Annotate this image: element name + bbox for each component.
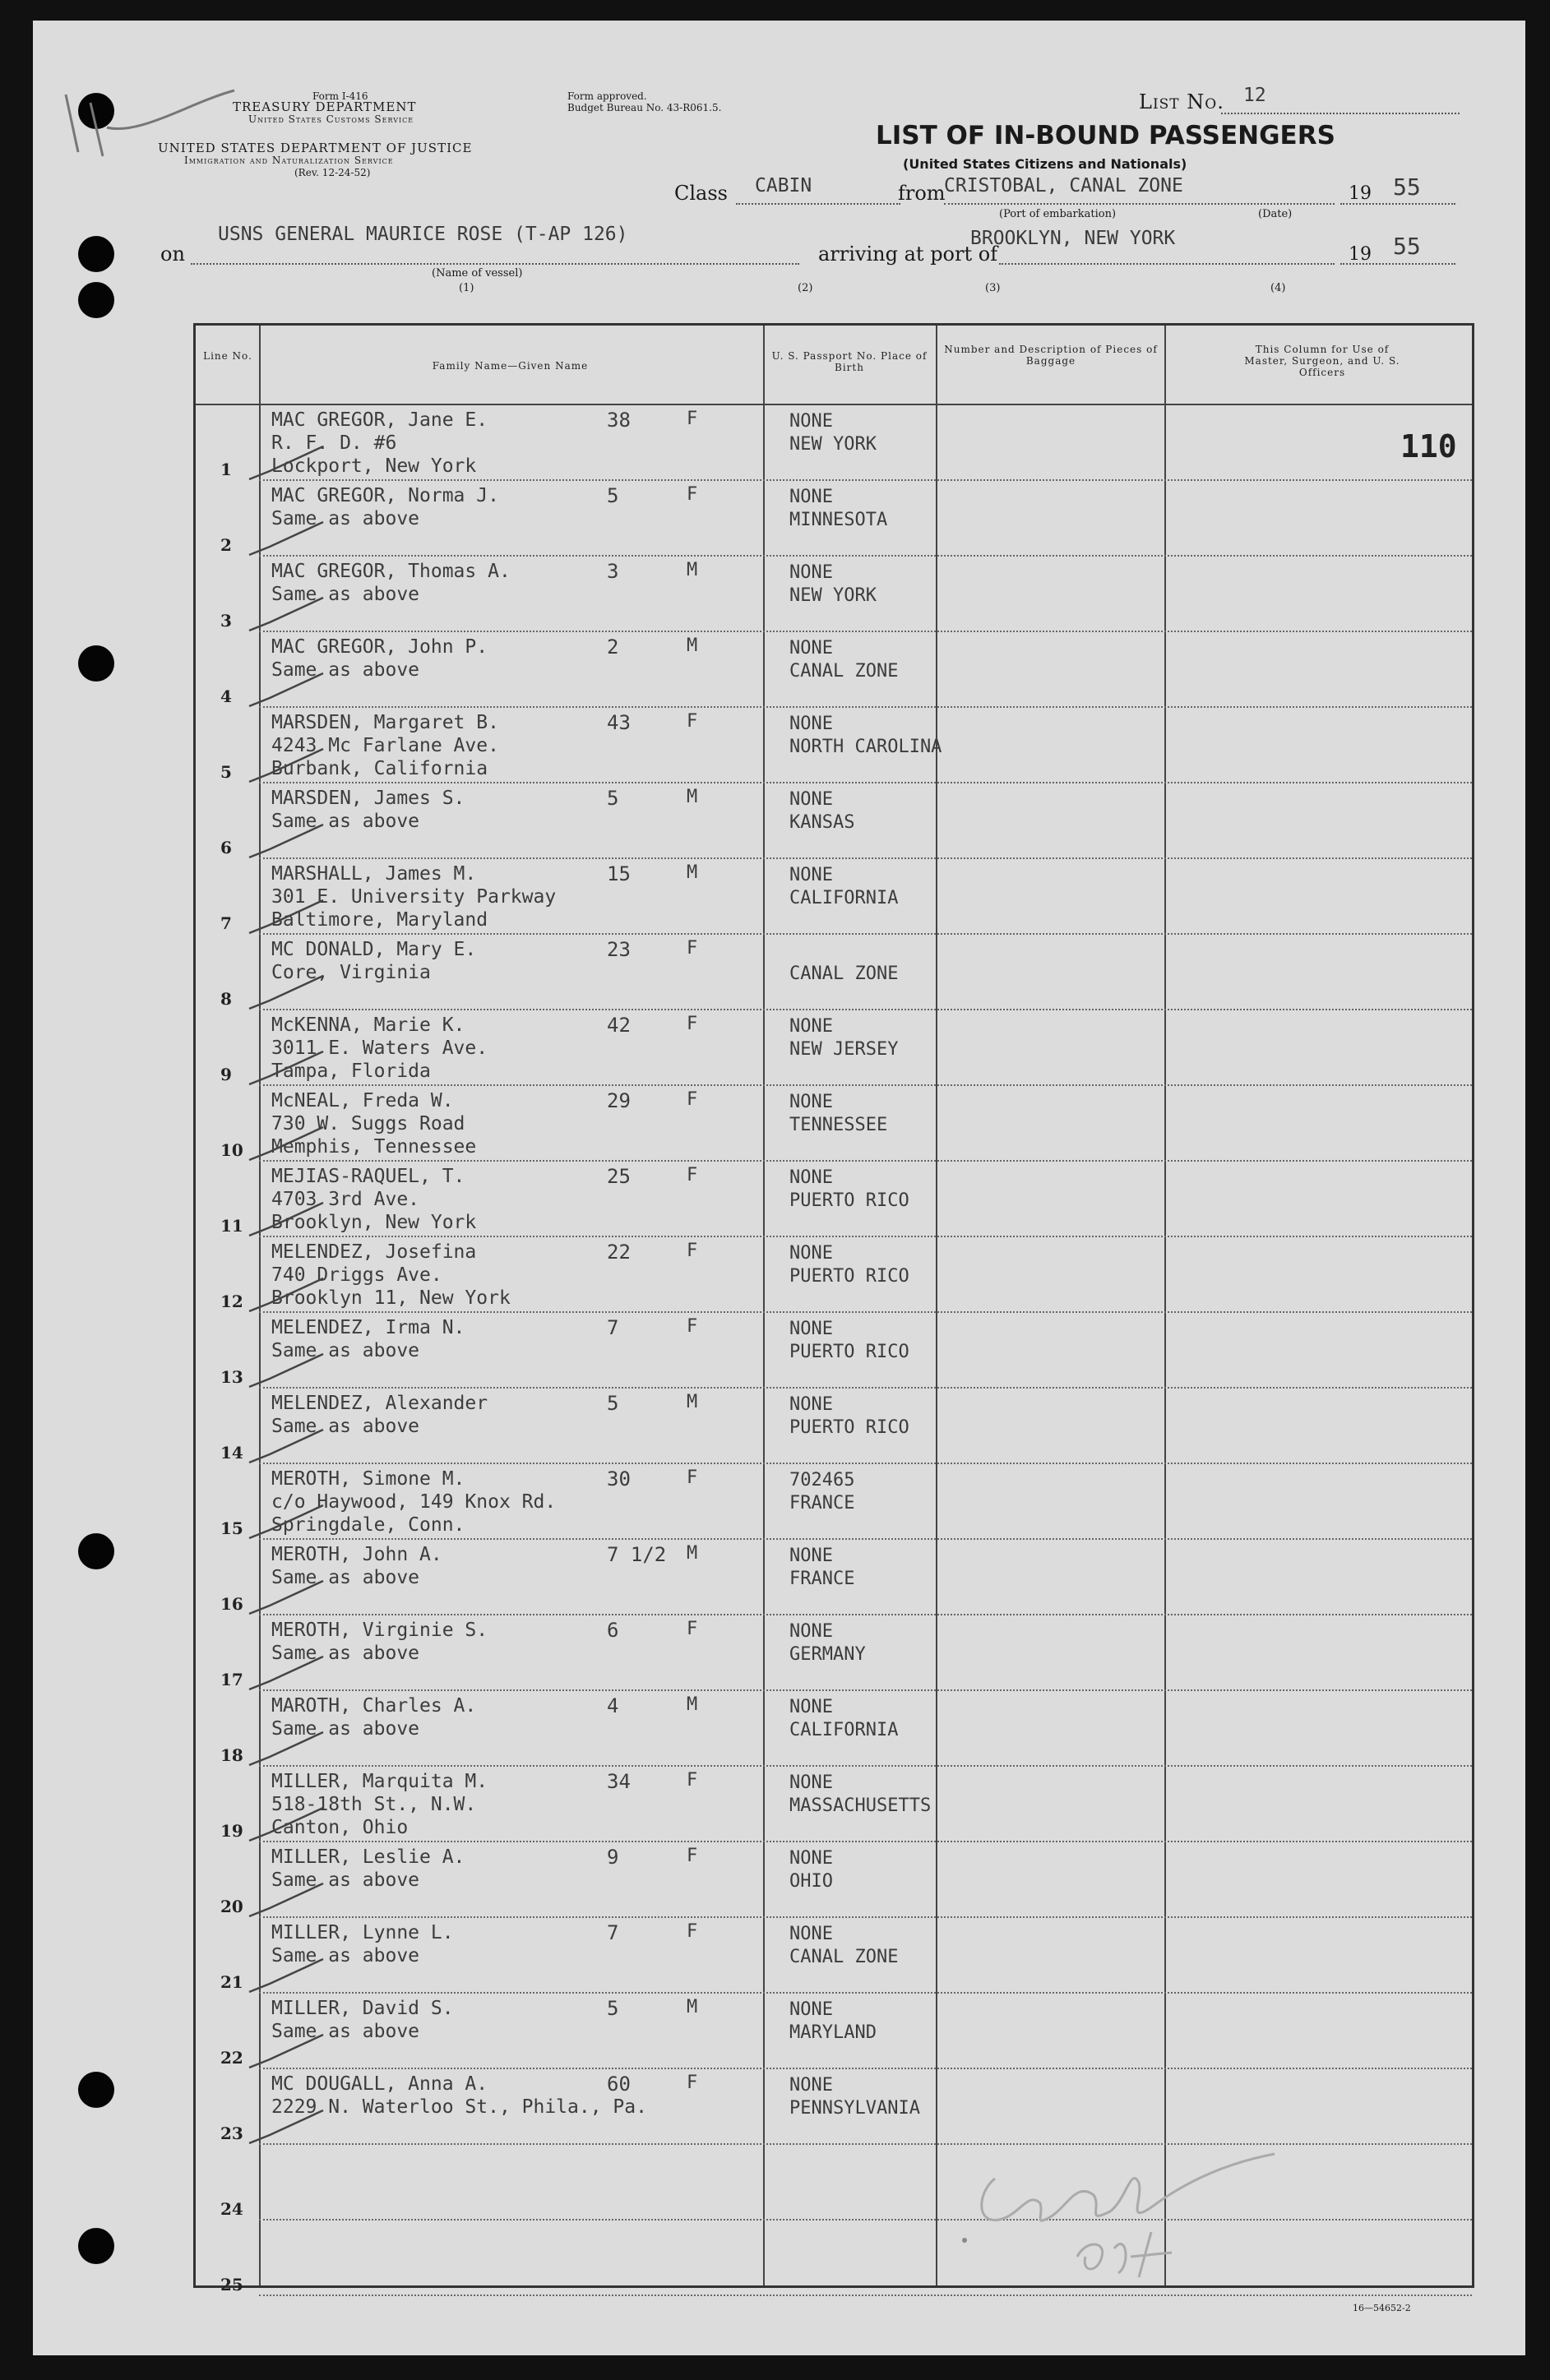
arrival-port: BROOKLYN, NEW YORK	[970, 228, 1176, 249]
line-number: 15	[220, 1518, 243, 1538]
passenger-sex: M	[687, 1543, 698, 1564]
line-number: 17	[220, 1670, 243, 1689]
table-row	[196, 783, 1472, 859]
binder-hole	[78, 1533, 114, 1569]
line-number: 19	[220, 1821, 243, 1841]
list-no-line	[1221, 113, 1460, 114]
table-row	[196, 1313, 1472, 1389]
line-number: 13	[220, 1367, 243, 1387]
passenger-name: MEROTH, Virginie S. Same as above	[271, 1620, 488, 1664]
line-number: 14	[220, 1443, 243, 1463]
document-subtitle: (United States Citizens and Nationals)	[903, 156, 1187, 172]
line-number: 10	[220, 1140, 243, 1160]
line-number: 3	[220, 611, 232, 631]
passenger-name: MEJIAS-RAQUEL, T. 4703 3rd Ave. Brooklyn, New York	[271, 1166, 477, 1233]
passenger-name: MARSHALL, James M. 301 E. University Parkway Baltimore, Maryland	[271, 863, 557, 931]
arrival-port-line	[999, 263, 1335, 265]
passenger-name: MILLER, David S. Same as above	[271, 1998, 454, 2042]
customs-service: United States Customs Service	[248, 113, 414, 125]
check-mark	[245, 434, 344, 483]
line-number: 12	[220, 1292, 243, 1311]
col-header-name: Family Name—Given Name	[432, 360, 589, 372]
passenger-name: MAC GREGOR, Jane E. R. F. D. #6 Lockport, New York	[271, 409, 488, 477]
passenger-age: 23	[607, 938, 631, 961]
passenger-age: 30	[607, 1467, 631, 1490]
check-mark	[245, 2098, 344, 2147]
passport-birthplace: NONE PUERTO RICO	[789, 1394, 909, 1438]
col-index-1: (1)	[459, 282, 474, 294]
passenger-sex: F	[687, 1619, 698, 1639]
table-row	[196, 1010, 1472, 1086]
passenger-age: 43	[607, 711, 631, 734]
list-no-value: 12	[1243, 85, 1266, 106]
table-row	[196, 405, 1472, 481]
check-mark	[245, 1115, 344, 1164]
passenger-name: MILLER, Leslie A. Same as above	[271, 1846, 465, 1891]
passenger-name: McKENNA, Marie K. 3011 E. Waters Ave. Tampa, Florida	[271, 1014, 488, 1082]
check-mark	[245, 1644, 344, 1694]
passenger-name: MELENDEZ, Irma N. Same as above	[271, 1317, 465, 1361]
table-row	[196, 935, 1472, 1010]
passenger-sex: F	[687, 1467, 698, 1488]
passport-birthplace: NONE PUERTO RICO	[789, 1167, 909, 1211]
passport-birthplace: NONE PENNSYLVANIA	[789, 2075, 920, 2119]
check-mark	[245, 964, 344, 1013]
check-mark	[245, 888, 344, 937]
passenger-age: 9	[607, 1846, 619, 1869]
col-index-4: (4)	[1270, 282, 1286, 294]
class-line	[736, 203, 900, 205]
check-mark	[245, 1190, 344, 1240]
line-number: 20	[220, 1897, 243, 1916]
col-index-2: (2)	[798, 282, 813, 294]
table-row	[196, 1389, 1472, 1464]
passenger-sex: F	[687, 938, 698, 959]
passenger-age: 5	[607, 1392, 619, 1415]
col-index-3: (3)	[985, 282, 1001, 294]
passport-birthplace: CANAL ZONE	[789, 964, 899, 984]
line-number: 11	[220, 1216, 243, 1236]
officer-mark: 110	[1400, 428, 1457, 464]
line-number: 9	[220, 1065, 232, 1084]
passenger-age: 5	[607, 1997, 619, 2020]
passenger-age: 42	[607, 1014, 631, 1037]
passenger-name: MEROTH, John A. Same as above	[271, 1544, 442, 1588]
check-mark	[245, 1039, 344, 1088]
passport-birthplace: NONE CALIFORNIA	[789, 1697, 899, 1740]
treasury-department: TREASURY DEPARTMENT	[233, 99, 417, 114]
check-mark	[245, 812, 344, 862]
passport-birthplace: NONE PUERTO RICO	[789, 1319, 909, 1362]
line-number: 22	[220, 2048, 243, 2068]
check-mark	[245, 510, 344, 559]
passenger-sex: F	[687, 409, 698, 429]
passenger-age: 60	[607, 2073, 631, 2096]
passenger-sex: F	[687, 2073, 698, 2093]
check-mark	[245, 1720, 344, 1769]
binder-hole	[78, 2228, 114, 2264]
check-mark	[245, 661, 344, 710]
passenger-sex: F	[687, 1921, 698, 1942]
passport-birthplace: NONE NORTH CAROLINA	[789, 714, 942, 757]
passenger-sex: F	[687, 1846, 698, 1866]
revision-date: (Rev. 12-24-52)	[294, 167, 371, 178]
passenger-age: 3	[607, 560, 619, 583]
check-mark	[245, 1493, 344, 1542]
table-row	[196, 1464, 1472, 1540]
on-label: on	[160, 243, 185, 266]
line-number: 7	[220, 913, 232, 933]
form-approved: Form approved.	[567, 90, 647, 102]
col-header-passport: U. S. Passport No. Place of Birth	[771, 350, 928, 373]
passenger-name: MEROTH, Simone M. c/o Haywood, 149 Knox Rd. Springdale, Conn.	[271, 1468, 557, 1536]
footer-code: 16—54652-2	[1353, 2303, 1411, 2313]
table-row	[196, 1237, 1472, 1313]
year-value-2: 55	[1393, 233, 1421, 260]
passenger-name: MILLER, Marquita M. 518-18th St., N.W. Canton, Ohio	[271, 1771, 488, 1838]
passenger-age: 2	[607, 635, 619, 659]
passport-birthplace: NONE CANAL ZONE	[789, 1924, 899, 1967]
table-row	[196, 1691, 1472, 1767]
passport-birthplace: NONE MINNESOTA	[789, 487, 888, 530]
check-mark	[245, 1569, 344, 1618]
row-divider	[259, 2295, 1472, 2296]
class-value: CABIN	[755, 175, 812, 196]
table-row	[196, 1615, 1472, 1691]
arriving-label: arriving at port of	[818, 243, 998, 266]
passenger-sex: M	[687, 1392, 698, 1412]
table-row	[196, 1918, 1472, 1994]
vessel-caption: (Name of vessel)	[432, 267, 523, 280]
justice-department: UNITED STATES DEPARTMENT OF JUSTICE	[158, 141, 473, 155]
passport-birthplace: NONE NEW YORK	[789, 411, 877, 455]
passenger-sex: M	[687, 635, 698, 656]
passenger-sex: F	[687, 1241, 698, 1261]
line-number: 8	[220, 989, 232, 1009]
passenger-age: 38	[607, 409, 631, 432]
passenger-name: MELENDEZ, Josefina 740 Driggs Ave. Brooklyn 11, New York	[271, 1241, 511, 1309]
line-number: 5	[220, 762, 232, 782]
line-number: 18	[220, 1745, 243, 1765]
line-number: 16	[220, 1594, 243, 1614]
passenger-age: 5	[607, 484, 619, 507]
line-number: 2	[220, 535, 232, 555]
passport-birthplace: NONE GERMANY	[789, 1621, 866, 1665]
check-mark	[245, 585, 344, 635]
table-row	[196, 1842, 1472, 1918]
passenger-name: MARSDEN, James S. Same as above	[271, 788, 465, 832]
passenger-name: MILLER, Lynne L. Same as above	[271, 1922, 454, 1966]
table-row	[196, 1086, 1472, 1162]
line-number: 25	[220, 2275, 243, 2295]
passenger-age: 15	[607, 862, 631, 885]
passenger-rows	[196, 405, 1472, 2295]
table-row	[196, 1994, 1472, 2069]
check-mark	[245, 1417, 344, 1467]
date-caption: (Date)	[1258, 208, 1293, 220]
passenger-age: 7	[607, 1316, 619, 1339]
col-header-officers: This Column for Use of Master, Surgeon, and U. S. Officers	[1244, 344, 1400, 378]
passenger-age: 34	[607, 1770, 631, 1793]
passport-birthplace: NONE TENNESSEE	[789, 1092, 888, 1135]
passenger-sex: F	[687, 711, 698, 732]
signature-scribble	[962, 2133, 1316, 2281]
passenger-sex: M	[687, 787, 698, 807]
vessel-line	[191, 263, 799, 265]
passenger-name: MAC GREGOR, Thomas A. Same as above	[271, 561, 511, 605]
check-mark	[245, 1266, 344, 1315]
class-label: Class	[674, 182, 728, 205]
binder-hole	[78, 236, 114, 272]
year-prefix: 19	[1349, 183, 1372, 204]
passenger-name: MAC GREGOR, John P. Same as above	[271, 636, 488, 681]
passport-birthplace: NONE MASSACHUSETTS	[789, 1772, 932, 1816]
handwritten-mark	[58, 78, 247, 169]
manifest-page	[33, 21, 1525, 2355]
from-label: from	[898, 182, 946, 205]
passenger-age: 5	[607, 787, 619, 810]
passenger-age: 7	[607, 1921, 619, 1944]
check-mark	[245, 2022, 344, 2072]
from-value: CRISTOBAL, CANAL ZONE	[944, 175, 1183, 196]
passport-birthplace: NONE FRANCE	[789, 1546, 855, 1589]
passenger-age: 6	[607, 1619, 619, 1642]
year-value-1: 55	[1393, 173, 1421, 201]
passenger-age: 25	[607, 1165, 631, 1188]
check-mark	[245, 1947, 344, 1996]
from-line	[944, 203, 1335, 205]
port-embarkation-caption: (Port of embarkation)	[999, 208, 1117, 220]
table-row	[196, 708, 1472, 783]
passport-birthplace: NONE OHIO	[789, 1848, 833, 1892]
table-row	[196, 859, 1472, 935]
check-mark	[245, 737, 344, 786]
passport-birthplace: NONE PUERTO RICO	[789, 1243, 909, 1287]
passenger-sex: M	[687, 862, 698, 883]
line-number: 6	[220, 838, 232, 857]
line-number: 1	[220, 460, 232, 479]
passenger-table	[193, 323, 1474, 2295]
binder-hole	[78, 2072, 114, 2108]
table-row	[196, 481, 1472, 557]
passenger-name: MC DONALD, Mary E. Core, Virginia	[271, 939, 477, 983]
col-header-line-no: Line No.	[203, 350, 252, 362]
table-row	[196, 632, 1472, 708]
passport-birthplace: NONE KANSAS	[789, 789, 855, 833]
ins-service: Immigration and Naturalization Service	[184, 155, 394, 166]
binder-hole	[78, 282, 114, 318]
table-row	[196, 1162, 1472, 1237]
passenger-age: 29	[607, 1089, 631, 1112]
passenger-age: 4	[607, 1694, 619, 1717]
line-number: 23	[220, 2124, 243, 2143]
document-title: LIST OF IN-BOUND PASSENGERS	[876, 121, 1335, 150]
passport-birthplace: NONE NEW JERSEY	[789, 1016, 899, 1060]
line-number: 24	[220, 2199, 243, 2219]
passenger-sex: M	[687, 1997, 698, 2017]
passenger-sex: F	[687, 1316, 698, 1337]
table-row	[196, 1540, 1472, 1615]
passenger-name: MARSDEN, Margaret B. 4243 Mc Farlane Ave. Burbank, California	[271, 712, 499, 779]
passenger-age: 7 1/2	[607, 1543, 667, 1566]
passenger-sex: F	[687, 1014, 698, 1034]
line-number: 21	[220, 1972, 243, 1992]
binder-hole	[78, 645, 114, 682]
passenger-name: MELENDEZ, Alexander Same as above	[271, 1393, 488, 1437]
passenger-age: 22	[607, 1241, 631, 1264]
year-prefix-2: 19	[1349, 244, 1372, 265]
line-number: 4	[220, 686, 232, 706]
passenger-sex: M	[687, 1694, 698, 1715]
form-number: Form I-416	[312, 90, 368, 102]
table-row	[196, 557, 1472, 632]
passport-birthplace: NONE CALIFORNIA	[789, 865, 899, 908]
passenger-sex: F	[687, 484, 698, 505]
passenger-sex: F	[687, 1089, 698, 1110]
check-mark	[245, 1795, 344, 1845]
table-row	[196, 1767, 1472, 1842]
passenger-sex: M	[687, 560, 698, 580]
vessel-name: USNS GENERAL MAURICE ROSE (T-AP 126)	[218, 224, 628, 245]
passport-birthplace: NONE NEW YORK	[789, 562, 877, 606]
list-no-label: List No.	[1139, 90, 1224, 113]
passport-birthplace: NONE MARYLAND	[789, 1999, 877, 2043]
passenger-sex: F	[687, 1770, 698, 1791]
passport-birthplace: NONE CANAL ZONE	[789, 638, 899, 682]
passenger-name: McNEAL, Freda W. 730 W. Suggs Road Memphis, Tennessee	[271, 1090, 477, 1158]
passport-birthplace: 702465 FRANCE	[789, 1470, 855, 1513]
passenger-name: MAROTH, Charles A. Same as above	[271, 1695, 477, 1740]
check-mark	[245, 1871, 344, 1920]
budget-bureau: Budget Bureau No. 43-R061.5.	[567, 102, 722, 113]
passenger-name: MAC GREGOR, Norma J. Same as above	[271, 485, 499, 529]
col-header-baggage: Number and Description of Pieces of Baggage	[944, 344, 1158, 367]
check-mark	[245, 1342, 344, 1391]
passenger-sex: F	[687, 1165, 698, 1185]
passenger-name: MC DOUGALL, Anna A. 2229 N. Waterloo St., Phila., Pa.	[271, 2073, 647, 2118]
